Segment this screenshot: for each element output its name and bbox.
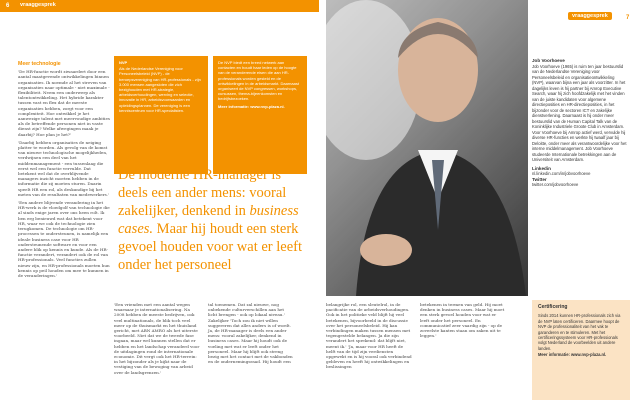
portrait-figure <box>326 0 528 296</box>
intro-paragraph-1: 'De HR-functie wordt ziwaardert door een aantal maatgevende ontwikkelingen binnen organisaties. Ik noemde al het streven van organisaties naar optimale - niet maximale - flexibiliteit. Neem een onderwerp als talentontwikkeling. Het hybride karakter tussen vast en flex dat de meeste organisaties hebben, zorgt voor een complexiteit. Hoe ontwikkel je het aanwezige talent met meervoudige ambities als de betreffende personen niet in vaste dienst zijn? Welke afwegingen maak je daarbij? Hoe plan je het?' <box>18 69 111 137</box>
portrait-photo <box>326 0 528 296</box>
pull-quote-italic: business cases. <box>118 203 299 237</box>
column-2-text: tal toenemen. Dat zal nieuwe, nog onbekende culturverschillen aan het licht brengen - ook op lokaal niveau.' Zakelijker 'Toch zou ik niet willen suggereren dat alles anders is of wordt. Ja, de HR-manager is deels een ander mens: vooral zakelijker, denkend in business cases. Maar hij houdt ook de voeling met wat er leeft onder het personeel. Maar hij blijft ook streng bezig met het contact met de vakbonden en de ondernemingsraad. Hij houdt een <box>208 302 293 365</box>
nvp-box-2 <box>213 56 307 174</box>
intro-heading: Meer technologie <box>18 61 61 67</box>
bio-linkedin-link[interactable]: nl.linkedin.com/in/jobvoorhoeve <box>532 171 591 176</box>
pull-quote-part1: De moderne HR-manager is deels een ander mens: vooral zakelijker, denkend in <box>118 167 287 219</box>
intro-column <box>18 62 110 281</box>
certificering-title: Certificering <box>538 304 568 310</box>
right-section-label: vraaggesprek <box>568 12 612 20</box>
left-section-label: vraaggesprek <box>16 1 60 9</box>
bio-title: Job Voorhoeve <box>532 58 565 63</box>
pull-quote <box>118 166 308 274</box>
column-3-text: belangrijke rol, een sleutelrol, in de pacificatie van de arbeidsverhoudingen. Ook in het politieke veld blijft hij veel betekenen, bijvoorbeeld in de discussie over het personeelsbeleid. Hij kan verbindingen maken tussen mensen met tegengestelde belangen. Ja die zijn verandert het sprekend: dat blijft niet, meent ik.' 'Ja, maar voor HR heeft de helft van de tijd zijn verdiensten opgewekt en is hij vooral ook verbindend gebleven en heeft hij ontwikkelingen en beslissingen <box>326 302 412 370</box>
certificering-text: Sinds 2014 kunnen HR-professionals zich via de NVP laten certificeren. Daarmee hoopt de NVP de professionaliteit van het vak te garanderen en te stimuleren. Met het certificeringssysteem voor HR-professionals volgt Nederland de voorbeelden uit andere landen. <box>538 313 621 351</box>
body-column-2 <box>208 302 294 367</box>
pull-quote-part2: Maar hij houdt een sterk gevoel houden voor wat er leeft onder het personeel <box>118 221 302 273</box>
nvp-box-2-more: Meer informatie: www.nvp-plaza.nl. <box>218 103 285 109</box>
column-4-text: betekenen in termen van geld. Hij moet denken in business cases. Maar hij moet een sterk gevoel houden voor wat er leeft onder het personeel. En communicatief zeer vaardig zijn - op de zoveelste kanten staan om zaken uit te leggen.' <box>420 302 505 339</box>
nvp-box-title: NVP <box>119 60 128 65</box>
bio-block <box>532 58 628 188</box>
left-page-number: 6 <box>6 3 10 9</box>
body-column-1 <box>114 302 200 378</box>
right-page-number: 7 <box>626 15 630 21</box>
bio-twitter-label: Twitter <box>532 176 547 182</box>
body-column-4 <box>420 302 506 341</box>
intro-paragraph-2: 'Daarbij hebben organisaties de neiging platter te worden. Als gevolg van de komst van nieuwe technologische mogelijkheden, verdwijnen een deel van het middenmanagement - een tussenlaag die eerst wel een functie vervulde. Dat betekent wel dat de overblijvende managers inzicht moeten hebben in de informatie die zij moeten sturen. Daarin speelt HR een rol, als deskundige bij het meten van de resultaten van medewerkers.' <box>18 139 110 197</box>
bio-twitter-link[interactable]: twitter.com/jobvoorhoeve <box>532 182 579 187</box>
certificering-box <box>532 300 630 400</box>
body-column-3 <box>326 302 412 373</box>
certificering-more: Meer informatie: www.nvp-plaza.nl. <box>538 352 607 358</box>
nvp-box-text: Als de Nederlandse Vereniging voor Personeelsbeleid (NVP) - de beroepsvereniging van HR-professionals - zijn 3.000 mensen aangesloten die zich bezighouden met HR-strategie, arbeidsverhoudingen, werving en selectie, innovatie in HR, arbeidsvoorwaarden en opleidingsplannen. De vereniging is een kenniscentrum voor HR-specialisten. <box>119 66 201 113</box>
intro-paragraph-3: 'Een andere blijvende verandering in het HR-werk is de vloedgolf van technologie die al sinds enige jaren over ons heen rolt. Ik ben erg benieuwd wat dat betekent voor HR, waar we ook de technologie zien terugkomen. De technologie om HR-processen te ondersteunen, is namelijk een ideale business case voor HR ondersteunende software en voor een andere blik op kennis en kunde. Als de HR-functie verandert, verandert ook de rol van HR-professionals. Veel functies zullen nieuw zijn, en HR-professionals moeten hun kennis op peil houden om mee te kunnen in de veranderingen.' <box>18 200 110 278</box>
nvp-box-2-text: De NVP biedt een breed netwerk aan contacten en houdt haar leden op de hoogte van de veranderende eisen die aan HR-professionals worden gesteld en de ontwikkelingen in de arbeidsmarkt. Daarnaast organiseert de NVP congressen, workshops, cursussen, thema-bijeenkomsten en bedrijfsbezoeken. <box>218 60 299 102</box>
bio-linkedin-label: Linkedin <box>532 165 551 171</box>
nvp-box <box>114 56 208 174</box>
bio-text: Job Voorhoeve (1965) is ruim ten jaar bestuurslid van de Nederlandse Vereniging voor Personeelsbeleid en organisatieontwikkeling (NVP), waarvan bijna een jaar als voorzitter. In het dagelijks leven is hij partner bij Amrop Executive Search, waar hij zich hoofdzakelijk met het vinden van de juiste kandidaten voor algemene directieposities en HR-directieposities, in het bijzonder voor de sectoren ICT en zakelijke dienstverlening. Daarnaast is hij onder meer bestuurslid van de Human Capital Talk van de Koninklijke Industriele Groote Club in Amsterdam. Voor Voorhoeve bij Amrop actief werd, vervulde hij diverse HR-functies en werkte hij twaalf jaar bij Deloitte, onder meer als verantwoordelijke voor het interne middelmanagement. Job Voorhoeve studeerde Internationale betrekkingen aan de Universiteit van Amsterdam. <box>532 63 627 162</box>
column-1-text: 'Een vrienden met een aantal wegen waarnaar je internationalisering. Na 2008 hebben de meeste bedrijven, ook veel multinationals, de blik toch veel meer op de thuismarkt en het thuisland gericht, met ABN AMRO als het uiterste voorbeeld. Niet dat we de tweede fase ingaan, maar wel kunnen stellen dat er hebben en het landschap veranderd voor de uitdagingen rond de internationale economie. Dit vergt ook het HR-terrein: in het bijzonder als je kijkt naar de vestiging van de bewoging van arbeid over de landsgrenzen.' <box>114 302 200 375</box>
